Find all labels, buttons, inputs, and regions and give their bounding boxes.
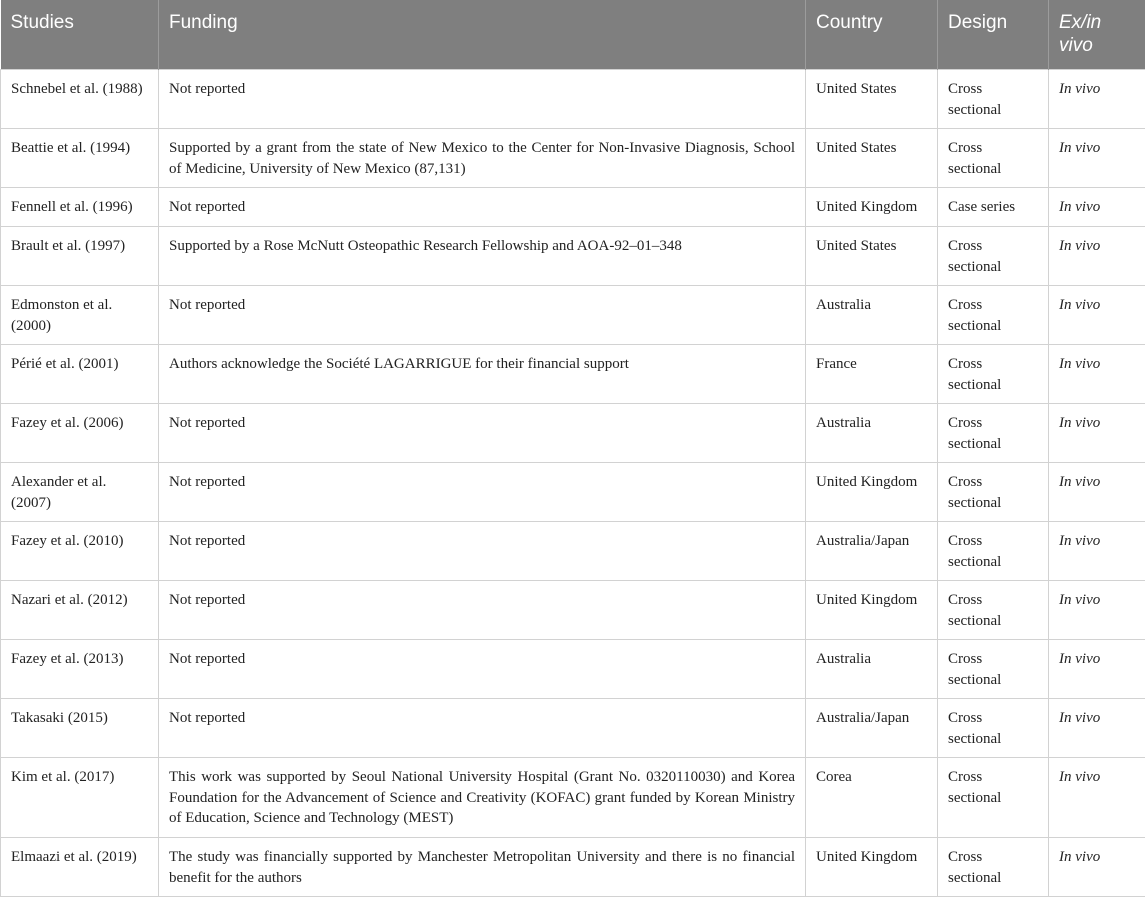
table-row [1,188,1145,227]
cell-country: United States [806,129,938,188]
cell-funding: Not reported [159,640,806,699]
cell-design: Cross sectional [938,345,1049,404]
cell-study: Fazey et al. (2013) [1,640,159,699]
header-funding: Funding [159,0,806,70]
cell-funding: Not reported [159,70,806,129]
cell-study: Alexander et al. (2007) [1,463,159,522]
cell-funding: Supported by a grant from the state of New Mexico to the Center for Non-Invasive Diagnosis, School of Medicine, University of New Mexico (87,131) [159,129,806,188]
cell-study: Fennell et al. (1996) [1,188,159,227]
cell-country: France [806,345,938,404]
cell-funding: This work was supported by Seoul National University Hospital (Grant No. 0320110030) and Korea Foundation for the Advancement of Science and Creativity (KOFAC) grant funded by Korean Ministry of Education, Science and Technology (MEST) [159,758,806,838]
cell-vivo: In vivo [1049,581,1145,640]
cell-design: Cross sectional [938,581,1049,640]
cell-study: Nazari et al. (2012) [1,581,159,640]
cell-study: Schnebel et al. (1988) [1,70,159,129]
table-row [1,699,1145,758]
table-row [1,129,1145,188]
cell-study: Fazey et al. (2006) [1,404,159,463]
cell-vivo: In vivo [1049,345,1145,404]
cell-country: Corea [806,758,938,838]
table-row [1,640,1145,699]
table-row [1,522,1145,581]
table-row [1,758,1145,838]
cell-funding: Not reported [159,699,806,758]
cell-vivo: In vivo [1049,463,1145,522]
cell-country: United Kingdom [806,838,938,897]
cell-design: Cross sectional [938,522,1049,581]
cell-vivo: In vivo [1049,522,1145,581]
cell-funding: Not reported [159,522,806,581]
cell-study: Fazey et al. (2010) [1,522,159,581]
cell-study: Takasaki (2015) [1,699,159,758]
cell-country: Australia/Japan [806,699,938,758]
cell-vivo: In vivo [1049,129,1145,188]
cell-study: Beattie et al. (1994) [1,129,159,188]
cell-country: United Kingdom [806,188,938,227]
cell-design: Cross sectional [938,286,1049,345]
cell-vivo: In vivo [1049,404,1145,463]
cell-funding: Authors acknowledge the Société LAGARRIGUE for their financial support [159,345,806,404]
cell-funding: Not reported [159,581,806,640]
cell-funding: Supported by a Rose McNutt Osteopathic Research Fellowship and AOA-92–01–348 [159,227,806,286]
cell-funding: Not reported [159,404,806,463]
cell-funding: The study was financially supported by Manchester Metropolitan University and there is no financial benefit for the authors [159,838,806,897]
header-row [1,0,1145,70]
table-row [1,345,1145,404]
table-row [1,404,1145,463]
table-row [1,70,1145,129]
table-row [1,838,1145,897]
cell-design: Cross sectional [938,227,1049,286]
table-row [1,581,1145,640]
cell-design: Cross sectional [938,758,1049,838]
table-row [1,227,1145,286]
cell-vivo: In vivo [1049,286,1145,345]
cell-study: Elmaazi et al. (2019) [1,838,159,897]
cell-vivo: In vivo [1049,188,1145,227]
cell-country: United States [806,227,938,286]
header-studies: Studies [1,0,159,70]
cell-design: Cross sectional [938,699,1049,758]
header-design: Design [938,0,1049,70]
cell-country: Australia/Japan [806,522,938,581]
cell-design: Cross sectional [938,404,1049,463]
cell-vivo: In vivo [1049,758,1145,838]
cell-design: Case series [938,188,1049,227]
cell-study: Périé et al. (2001) [1,345,159,404]
cell-study: Edmonston et al. (2000) [1,286,159,345]
cell-funding: Not reported [159,463,806,522]
cell-design: Cross sectional [938,129,1049,188]
cell-vivo: In vivo [1049,227,1145,286]
cell-design: Cross sectional [938,640,1049,699]
cell-country: Australia [806,640,938,699]
cell-vivo: In vivo [1049,640,1145,699]
cell-study: Brault et al. (1997) [1,227,159,286]
cell-country: United States [806,70,938,129]
cell-design: Cross sectional [938,70,1049,129]
cell-vivo: In vivo [1049,838,1145,897]
cell-design: Cross sectional [938,463,1049,522]
cell-funding: Not reported [159,188,806,227]
cell-country: Australia [806,404,938,463]
cell-country: United Kingdom [806,581,938,640]
cell-vivo: In vivo [1049,70,1145,129]
table-row [1,463,1145,522]
cell-design: Cross sectional [938,838,1049,897]
cell-funding: Not reported [159,286,806,345]
table-row [1,286,1145,345]
cell-country: United Kingdom [806,463,938,522]
header-country: Country [806,0,938,70]
cell-vivo: In vivo [1049,699,1145,758]
header-ex-in-vivo: Ex/in vivo [1049,0,1145,70]
cell-country: Australia [806,286,938,345]
cell-study: Kim et al. (2017) [1,758,159,838]
